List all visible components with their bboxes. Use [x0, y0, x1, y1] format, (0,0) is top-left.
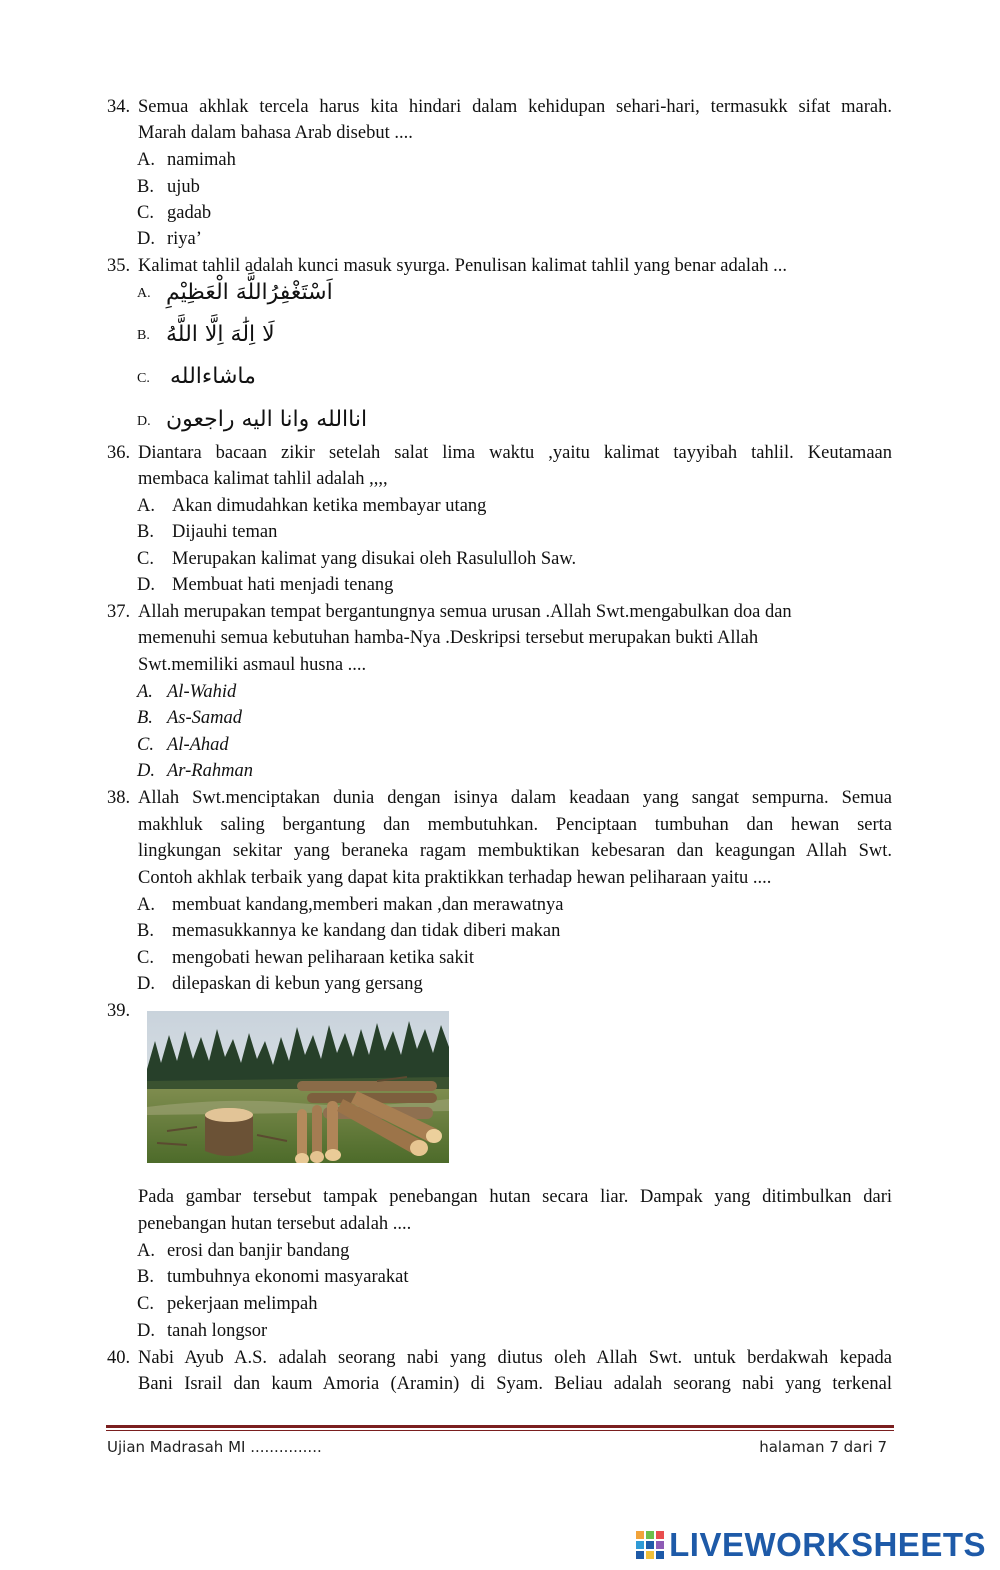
option-text: gadab: [167, 203, 212, 223]
option-text: membuat kandang,memberi makan ,dan merawatnya: [172, 895, 564, 915]
question-text-line: Semua akhlak tercela harus kita hindari dalam kehidupan sehari-hari, termasukk sifat marah.: [138, 97, 892, 117]
option-text: tumbuhnya ekonomi masyarakat: [167, 1267, 409, 1287]
footer-page-number: halaman 7 dari 7: [759, 1438, 887, 1456]
option-text: Merupakan kalimat yang disukai oleh Rasululloh Saw.: [172, 549, 577, 569]
deforestation-photo: [147, 1011, 449, 1163]
option-text: memasukkannya ke kandang dan tidak diberi makan: [172, 921, 561, 941]
option-letter: A.: [137, 150, 155, 170]
question-text-line: Pada gambar tersebut tampak penebangan hutan secara liar. Dampak yang ditimbulkan dari: [138, 1187, 892, 1207]
brand-name: LIVEWORKSHEETS: [669, 1526, 986, 1563]
option-arabic-text: اَسْتَغْفِرُاللَّهَ الْعَظِيْمِ: [166, 280, 333, 305]
question-text-line: Allah Swt.menciptakan dunia dengan isinya dalam keadaan yang sangat sempurna. Semua: [138, 788, 892, 808]
option-letter: C.: [137, 735, 154, 755]
footer-exam-title: Ujian Madrasah MI ...............: [107, 1438, 322, 1456]
option-text: tanah longsor: [167, 1321, 268, 1341]
question-number: 34.: [107, 97, 131, 117]
question-number: 36.: [107, 443, 131, 463]
option-text: namimah: [167, 150, 236, 170]
option-text: Al-Ahad: [167, 735, 229, 755]
option-letter: D.: [137, 1321, 155, 1341]
option-letter: D.: [137, 414, 151, 429]
option-text: Akan dimudahkan ketika membayar utang: [172, 496, 487, 516]
option-letter: D.: [137, 229, 155, 249]
option-letter: B.: [137, 328, 150, 343]
option-text: dilepaskan di kebun yang gersang: [172, 974, 423, 994]
option-arabic-text: اناالله وانا اليه راجعون: [166, 407, 368, 432]
question-text-line: Allah merupakan tempat bergantungnya semua urusan .Allah Swt.mengabulkan doa dan: [138, 602, 792, 622]
question-text-line: Kalimat tahlil adalah kunci masuk syurga. Penulisan kalimat tahlil yang benar adalah ...: [138, 256, 788, 276]
footer-rule: [106, 1425, 894, 1428]
question-number: 40.: [107, 1348, 131, 1368]
option-letter: A.: [137, 1241, 155, 1261]
deforestation-image: [147, 1011, 449, 1163]
liveworksheets-logo[interactable]: [635, 1527, 986, 1563]
question-number: 38.: [107, 788, 131, 808]
option-letter: D.: [137, 761, 155, 781]
question-text-line: Bani Israil dan kaum Amoria (Aramin) di Syam. Beliau adalah seorang nabi yang terkenal: [138, 1374, 892, 1394]
question-number: 37.: [107, 602, 131, 622]
option-text: pekerjaan melimpah: [167, 1294, 318, 1314]
option-letter: B.: [137, 177, 154, 197]
option-letter: B.: [137, 522, 154, 542]
option-text: riya’: [167, 229, 202, 249]
option-text: Ar-Rahman: [167, 761, 253, 781]
option-letter: D.: [137, 974, 155, 994]
question-text-line: memenuhi semua kebutuhan hamba-Nya .Deskripsi tersebut merupakan bukti Allah: [138, 628, 759, 648]
liveworksheets-icon: [635, 1530, 665, 1560]
option-arabic-text: ماشاءالله: [170, 364, 256, 389]
option-letter: C.: [137, 203, 154, 223]
option-letter: A.: [137, 496, 155, 516]
question-number: 39.: [107, 1001, 131, 1021]
option-letter: A.: [137, 682, 153, 702]
option-text: erosi dan banjir bandang: [167, 1241, 350, 1261]
option-arabic-text: لَا اِلَٰهَ اِلَّا اللَّهُ: [166, 322, 275, 347]
question-text-line: Contoh akhlak terbaik yang dapat kita praktikkan terhadap hewan peliharaan yaitu ....: [138, 868, 772, 888]
option-letter: B.: [137, 921, 154, 941]
option-text: ujub: [167, 177, 200, 197]
question-text-line: Marah dalam bahasa Arab disebut ....: [138, 123, 413, 143]
option-text: mengobati hewan peliharaan ketika sakit: [172, 948, 475, 968]
option-text: Al-Wahid: [167, 682, 237, 702]
question-text-line: membaca kalimat tahlil adalah ,,,,: [138, 469, 388, 489]
option-letter: A.: [137, 286, 151, 301]
option-letter: B.: [137, 708, 153, 728]
option-text: As-Samad: [167, 708, 243, 728]
question-text-line: Swt.memiliki asmaul husna ....: [138, 655, 367, 675]
question-text-line: lingkungan sekitar yang beraneka ragam membuktikan kebesaran dan keagungan Allah Swt.: [138, 841, 892, 861]
footer-rule-thin: [106, 1430, 894, 1431]
question-text-line: Diantara bacaan zikir setelah salat lima waktu ,yaitu kalimat tayyibah tahlil. Keutamaan: [138, 443, 892, 463]
question-text-line: Nabi Ayub A.S. adalah seorang nabi yang diutus oleh Allah Swt. untuk berdakwah kepada: [138, 1348, 892, 1368]
option-text: Membuat hati menjadi tenang: [172, 575, 394, 595]
question-text-line: makhluk saling bergantung dan membutuhkan. Penciptaan tumbuhan dan hewan serta: [138, 815, 892, 835]
question-text-line: penebangan hutan tersebut adalah ....: [138, 1214, 412, 1234]
option-letter: B.: [137, 1267, 154, 1287]
option-letter: C.: [137, 948, 154, 968]
option-letter: D.: [137, 575, 155, 595]
option-text: Dijauhi teman: [172, 522, 278, 542]
question-number: 35.: [107, 256, 131, 276]
option-letter: A.: [137, 895, 155, 915]
option-letter: C.: [137, 371, 150, 386]
option-letter: C.: [137, 549, 154, 569]
option-letter: C.: [137, 1294, 154, 1314]
